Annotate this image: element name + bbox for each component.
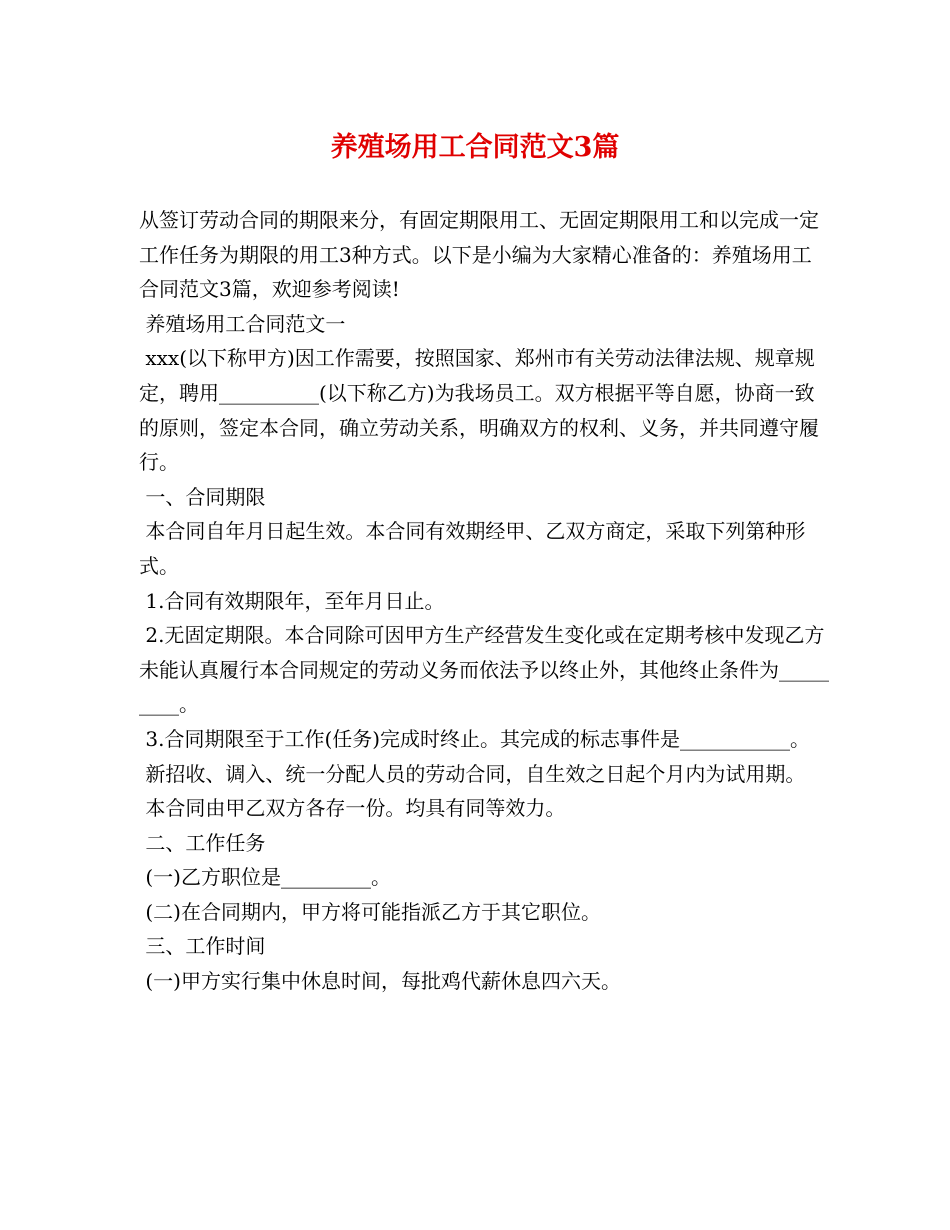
section-heading-tasks: 二、工作任务 bbox=[139, 830, 266, 855]
paragraph-term-option-1: 1.合同有效期限年，至年月日止。 bbox=[139, 588, 445, 613]
paragraph-preamble: xxx(以下称甲方)因工作需要，按照国家、郑州市有关劳动法律法规、规章规定，聘用__________(以下称乙方)为我场员工。双方根据平等自愿，协商一致的原则，签定本合同，确立劳动关系，明确双方的权利、义务，并共同遵守履行。 bbox=[139, 346, 819, 475]
paragraph-hours-rest: (一)甲方实行集中休息时间，每批鸡代薪休息四六天。 bbox=[139, 969, 621, 994]
paragraph-term-effective: 本合同自年月日起生效。本合同有效期经甲、乙双方商定，采取下列第种形式。 bbox=[139, 519, 806, 578]
section-heading-term: 一、合同期限 bbox=[139, 484, 266, 509]
paragraph-copies: 本合同由甲乙双方各存一份。均具有同等效力。 bbox=[139, 796, 566, 821]
paragraph-probation: 新招收、调入、统一分配人员的劳动合同，自生效之日起个月内为试用期。 bbox=[139, 761, 806, 786]
paragraph-heading-sample-one: 养殖场用工合同范文一 bbox=[139, 311, 346, 336]
document-body bbox=[139, 203, 829, 999]
paragraph-task-reassign: (二)在合同期内，甲方将可能指派乙方于其它职位。 bbox=[139, 899, 601, 924]
section-heading-hours: 三、工作时间 bbox=[139, 934, 266, 959]
document-title: 养殖场用工合同范文3篇 bbox=[330, 132, 620, 163]
paragraph-term-option-2: 2.无固定期限。本合同除可因甲方生产经营发生变化或在定期考核中发现乙方未能认真履行本合同规定的劳动义务而依法予以终止外，其他终止条件为_________。 bbox=[139, 623, 829, 717]
paragraph-term-option-3: 3.合同期限至于工作(任务)完成时终止。其完成的标志事件是___________。 bbox=[139, 726, 811, 751]
paragraph-task-position: (一)乙方职位是_________。 bbox=[139, 865, 391, 890]
paragraph-intro: 从签订劳动合同的期限来分，有固定期限用工、无固定期限用工和以完成一定工作任务为期限的用工3种方式。以下是小编为大家精心准备的：养殖场用工合同范文3篇，欢迎参考阅读! bbox=[139, 208, 819, 302]
